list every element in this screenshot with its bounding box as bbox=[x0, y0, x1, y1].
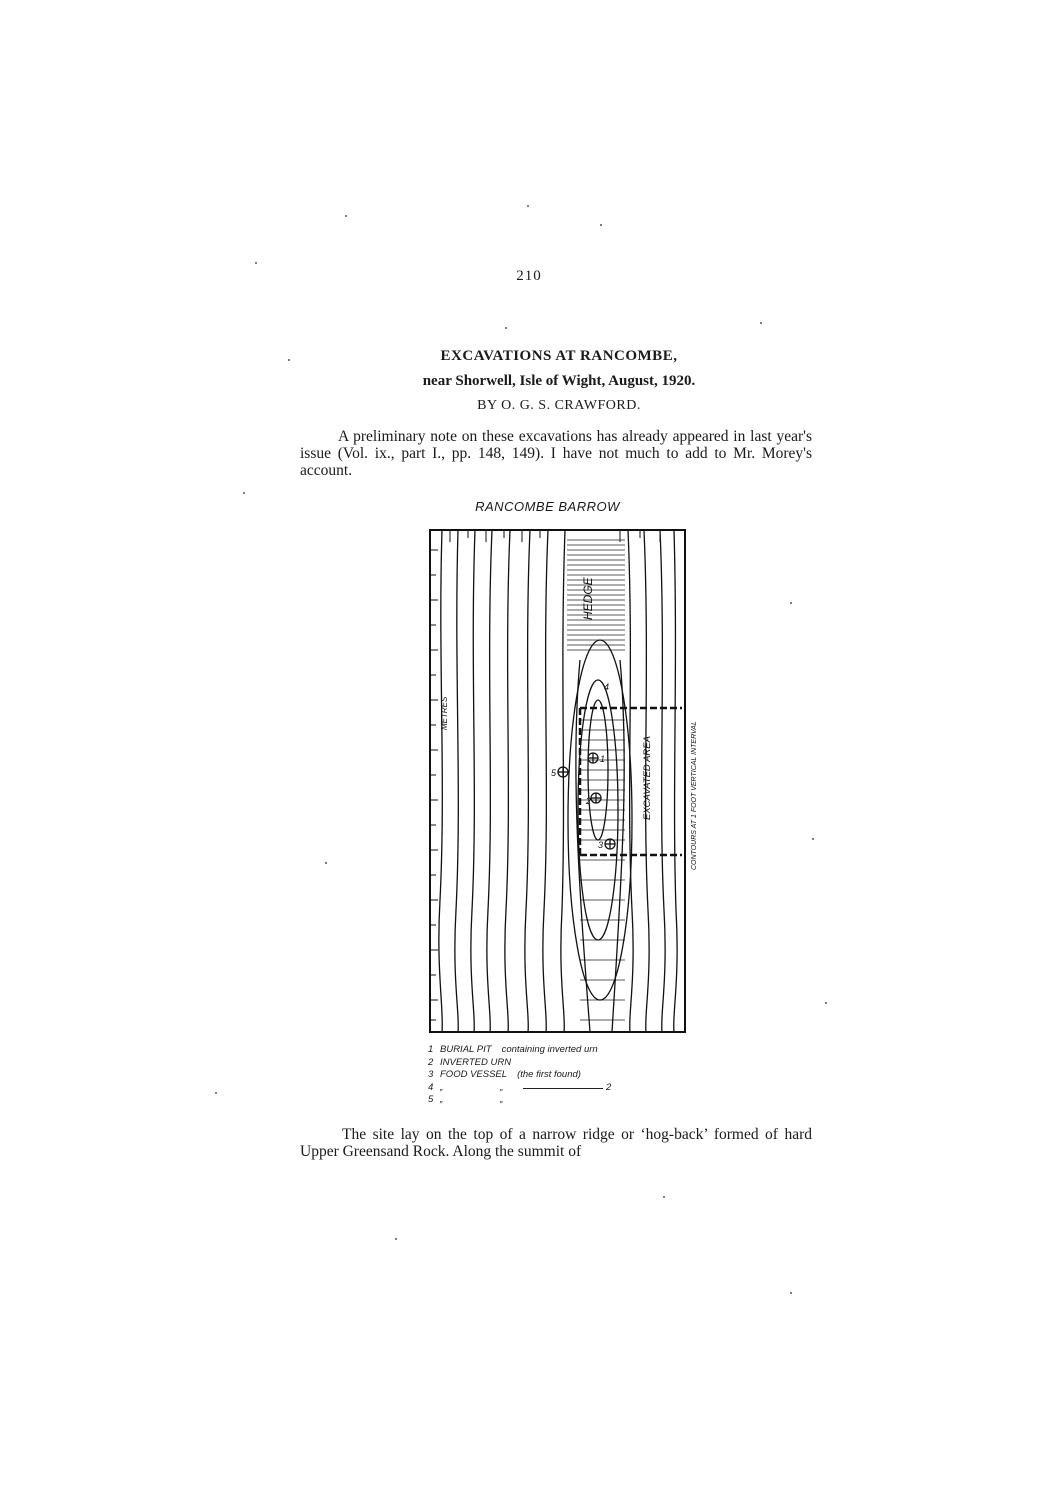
scan-speck bbox=[243, 492, 245, 494]
legend-label: INVERTED URN bbox=[440, 1056, 512, 1068]
legend-row-3 bbox=[428, 1069, 708, 1082]
hedge-label: HEDGE bbox=[581, 577, 595, 620]
legend-num: 4 bbox=[428, 1081, 434, 1093]
scan-speck bbox=[790, 602, 792, 604]
legend-num: 2 bbox=[428, 1056, 434, 1068]
figure-title: RANCOMBE BARROW bbox=[475, 499, 620, 514]
scan-speck bbox=[325, 862, 327, 864]
scan-speck bbox=[505, 327, 507, 329]
contour-interval-label: CONTOURS AT 1 FOOT VERTICAL INTERVAL bbox=[691, 721, 698, 870]
legend-row-4 bbox=[428, 1082, 708, 1095]
legend-row-5 bbox=[428, 1094, 708, 1107]
scan-speck bbox=[215, 1092, 217, 1094]
metres-label: METRES bbox=[440, 696, 449, 730]
left-scale-ticks bbox=[430, 550, 438, 1020]
scan-speck bbox=[812, 838, 814, 840]
legend-label: FOOD VESSEL bbox=[440, 1069, 508, 1080]
legend-label: „ bbox=[440, 1094, 444, 1105]
marker-label-4: 4 bbox=[604, 682, 610, 692]
legend-note: „ bbox=[500, 1094, 504, 1105]
legend-label: „ bbox=[440, 1081, 444, 1093]
scan-speck bbox=[255, 262, 257, 264]
legend-row-2 bbox=[428, 1057, 708, 1070]
legend-note: „ bbox=[500, 1081, 504, 1093]
marker-label-3: 3 bbox=[598, 840, 604, 850]
scan-speck bbox=[527, 205, 529, 207]
article-byline: BY O. G. S. CRAWFORD. bbox=[477, 398, 641, 413]
figure-legend bbox=[428, 1044, 708, 1107]
barrow-plan-figure bbox=[420, 520, 710, 1045]
legend-row-1 bbox=[428, 1044, 708, 1057]
paragraph-intro: A preliminary note on these excavations has already appeared in last year's issue (Vol. ix., part I., pp. 148, 149). I have not much to add to Mr. Morey's account. bbox=[300, 428, 812, 479]
scan-speck bbox=[825, 1002, 827, 1004]
page-number: 210 bbox=[516, 268, 542, 284]
article-title: EXCAVATIONS AT RANCOMBE, bbox=[440, 348, 678, 364]
marker-label-5: 5 bbox=[551, 768, 557, 778]
article-subtitle: near Shorwell, Isle of Wight, August, 1920. bbox=[422, 373, 696, 389]
legend-num: 1 bbox=[428, 1044, 434, 1055]
legend-note: (the first found) bbox=[517, 1069, 581, 1080]
legend-num: 3 bbox=[428, 1069, 434, 1080]
scan-speck bbox=[600, 224, 602, 226]
marker-label-1: 1 bbox=[600, 754, 606, 764]
scan-speck bbox=[288, 359, 290, 361]
scan-speck bbox=[345, 215, 347, 217]
scan-speck bbox=[663, 1196, 665, 1198]
scan-speck bbox=[790, 1292, 792, 1294]
legend-label: BURIAL PIT bbox=[440, 1044, 492, 1055]
excavated-area-label: EXCAVATED AREA bbox=[642, 736, 653, 820]
paragraph-site: The site lay on the top of a narrow ridge or ‘hog-back’ formed of hard Upper Greensand Rock. Along the summit of bbox=[300, 1126, 812, 1160]
marker-label-2: 2 bbox=[586, 796, 592, 806]
scan-speck bbox=[395, 1238, 397, 1240]
legend-num: 5 bbox=[428, 1094, 434, 1105]
legend-arrow bbox=[523, 1088, 603, 1089]
scan-speck bbox=[760, 322, 762, 324]
legend-note: containing inverted urn bbox=[501, 1044, 598, 1055]
legend-arrow-label: 2 bbox=[606, 1081, 612, 1093]
